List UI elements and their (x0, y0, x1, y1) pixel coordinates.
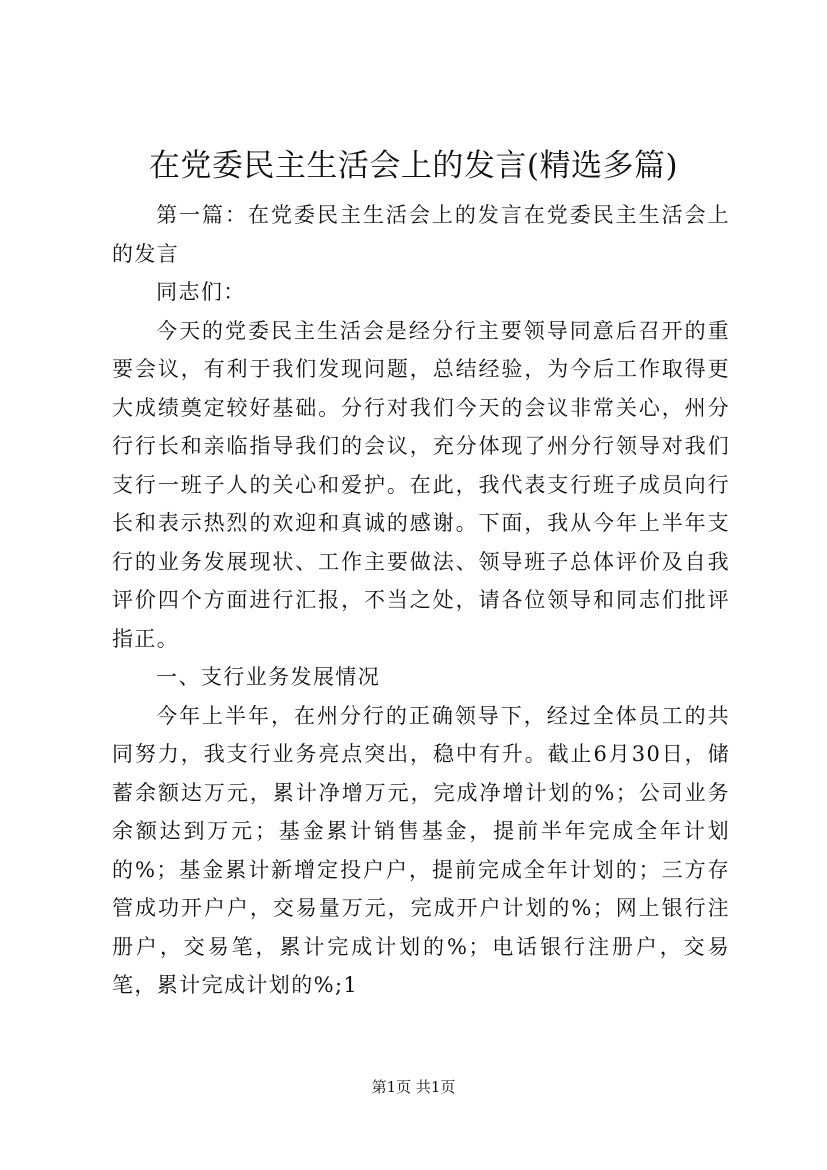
section-heading: 一、支行业务发展情况 (156, 665, 381, 689)
paragraph-salutation: 同志们： (156, 280, 246, 304)
document-body (112, 196, 730, 1005)
paragraph-business: 今年上半年，在州分行的正确领导下，经过全体员工的共同努力，我支行业务亮点突出，稳中有升。截止6月30日，储蓄余额达万元，累计净增万元，完成净增计划的%；公司业务余额达到万元；基金累计销售基金，提前半年完成全年计划的%；基金累计新增定投户户，提前完成全年计划的；三方存管成功开户户，交易量万元，完成开户计划的%；网上银行注册户，交易笔，累计完成计划的%；电话银行注册户，交易笔，累计完成计划的%;1 (112, 703, 730, 997)
paragraph-intro: 今天的党委民主生活会是经分行主要领导同意后召开的重要会议，有利于我们发现问题，总结经验，为今后工作取得更大成绩奠定较好基础。分行对我们今天的会议非常关心，州分行行长和亲临指导我们的会议，充分体现了州分行领导对我们支行一班子人的关心和爱护。在此，我代表支行班子成员向行长和表示热烈的欢迎和真诚的感谢。下面，我从今年上半年支行的业务发展现状、工作主要做法、领导班子总体评价及自我评价四个方面进行汇报，不当之处，请各位领导和同志们批评指正。 (112, 318, 730, 651)
document-title: 在党委民主生活会上的发言(精选多篇) (148, 148, 679, 184)
paragraph-heading: 第一篇：在党委民主生活会上的发言在党委民主生活会上的发言 (112, 203, 730, 266)
page-number-footer: 第1页 共1页 (371, 1078, 456, 1096)
